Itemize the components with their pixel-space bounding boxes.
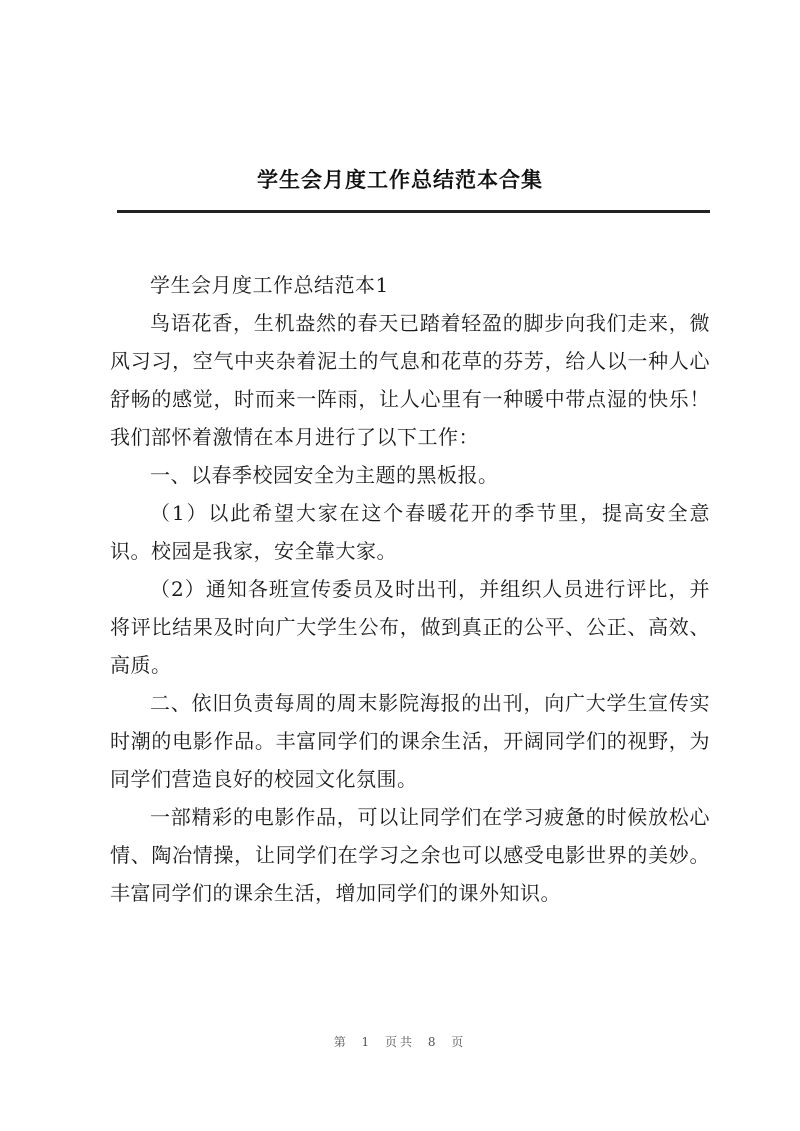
page-number-footer: 第 1 页共 8 页 [333,1035,467,1049]
title-divider [117,210,710,213]
paragraph: 一、以春季校园安全为主题的黑板报。 [150,463,499,487]
paragraph: 二、依旧负责每周的周末影院海报的出刊，向广大学生宣传实时潮的电影作品。丰富同学们的课余生活，开阔同学们的视野，为同学们营造良好的校园文化氛围。 [110,691,710,791]
paragraph: （2）通知各班宣传委员及时出刊，并组织人员进行评比，并将评比结果及时向广大学生公布，做到真正的公平、公正、高效、高质。 [110,577,710,677]
document-title: 学生会月度工作总结范本合集 [257,168,543,192]
paragraph: （1）以此希望大家在这个春暖花开的季节里，提高安全意识。校园是我家，安全靠大家。 [110,501,710,563]
paragraph: 一部精彩的电影作品，可以让同学们在学习疲惫的时候放松心情、陶冶情操，让同学们在学习之余也可以感受电影世界的美妙。丰富同学们的课余生活，增加同学们的课外知识。 [110,805,710,905]
section-heading: 学生会月度工作总结范本1 [150,273,389,297]
document-body [110,266,710,912]
paragraph: 鸟语花香，生机盎然的春天已踏着轻盈的脚步向我们走来，微风习习，空气中夹杂着泥土的气息和花草的芬芳，给人以一种人心舒畅的感觉，时而来一阵雨，让人心里有一种暖中带点湿的快乐！我们部怀着激情在本月进行了以下工作： [110,311,710,449]
